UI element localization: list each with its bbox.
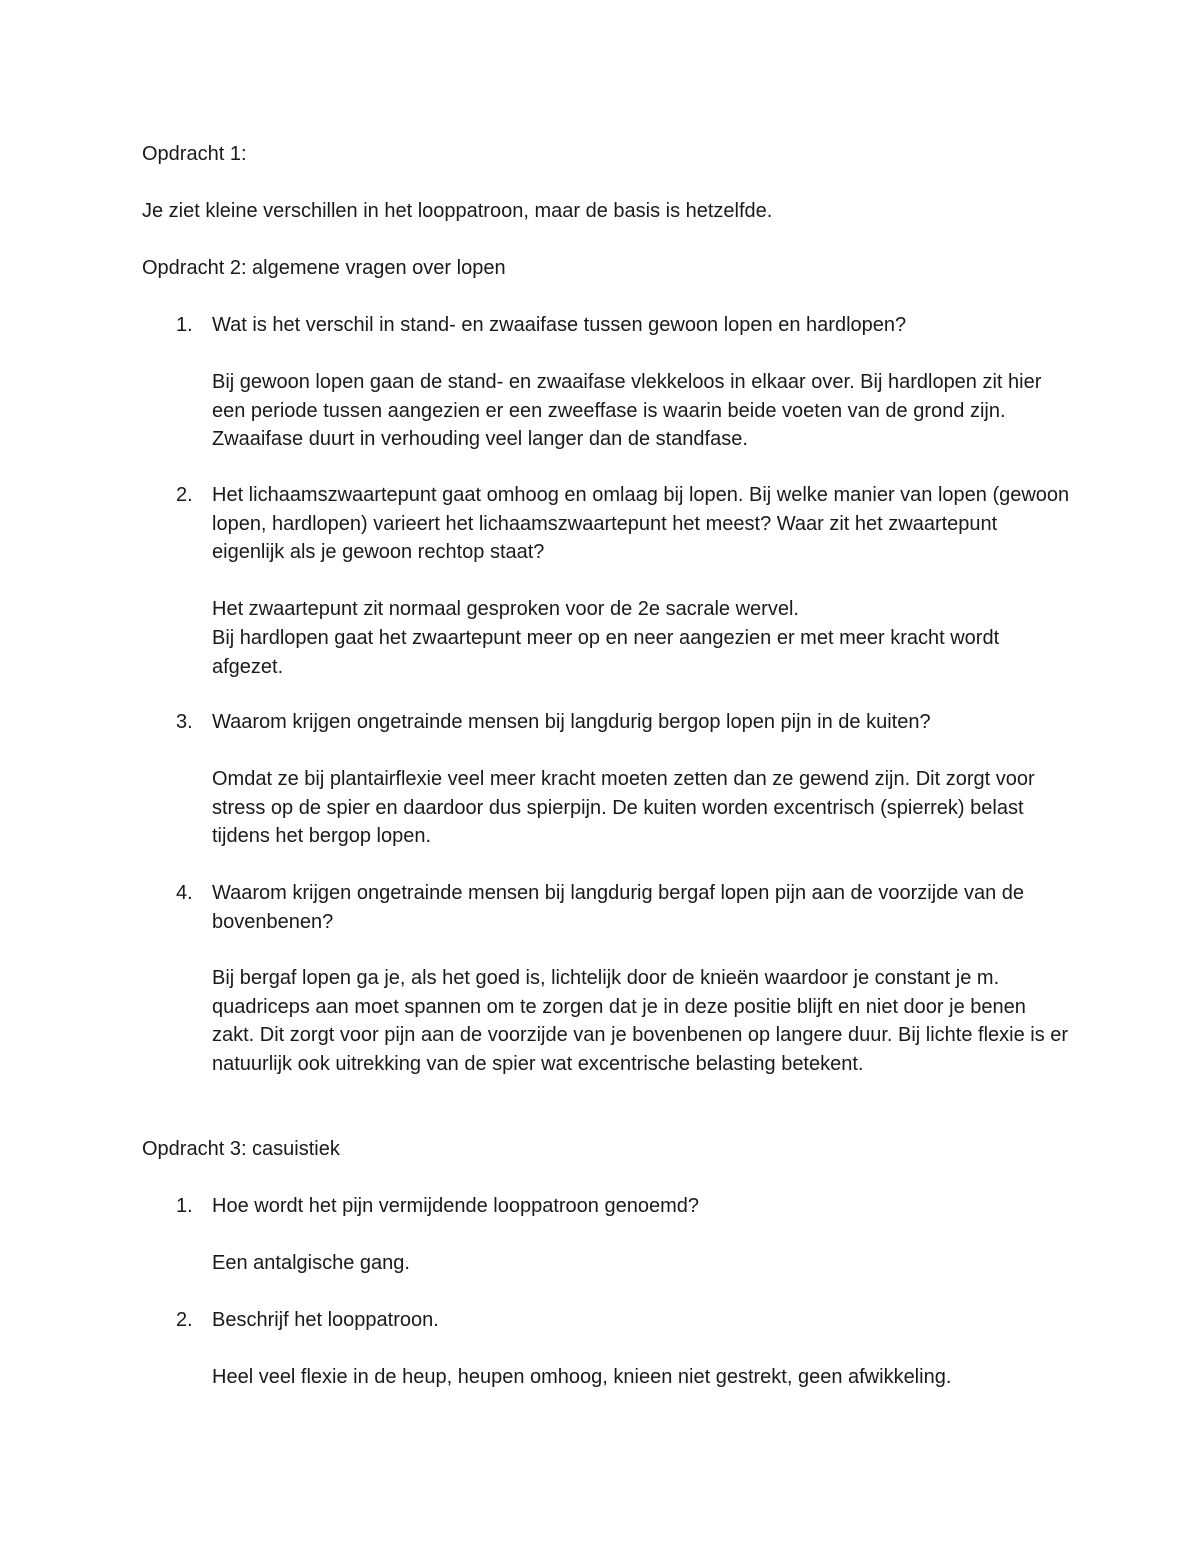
opdracht-3-heading: Opdracht 3: casuistiek <box>142 1138 340 1160</box>
list-number: 3. <box>176 711 193 733</box>
list-number: 1. <box>176 1195 193 1217</box>
opdracht-2-answer-1: Bij gewoon lopen gaan de stand- en zwaaifase vlekkeloos in elkaar over. Bij hardlopen zit hier een periode tussen aangezien er een zweeffase is waarin beide voeten van de grond zijn. Zwaaifase duurt in verhouding veel langer dan de standfase. <box>212 371 1042 450</box>
list-number: 2. <box>176 1309 193 1331</box>
question-text: Hoe wordt het pijn vermijdende looppatroon genoemd? <box>212 1195 699 1217</box>
opdracht-2-answer-2b: Bij hardlopen gaat het zwaartepunt meer op en neer aangezien er met meer kracht wordt afgezet. <box>212 627 1000 678</box>
opdracht-1-text: Je ziet kleine verschillen in het looppatroon, maar de basis is hetzelfde. <box>142 200 773 222</box>
question-text: Waarom krijgen ongetrainde mensen bij langdurig bergaf lopen pijn aan de voorzijde van de bovenbenen? <box>212 882 1024 933</box>
list-number: 2. <box>176 484 193 506</box>
opdracht-3-answer-2: Heel veel flexie in de heup, heupen omhoog, knieen niet gestrekt, geen afwikkeling. <box>212 1366 952 1388</box>
question-text: Beschrijf het looppatroon. <box>212 1309 439 1331</box>
opdracht-3-answer-1: Een antalgische gang. <box>212 1252 410 1274</box>
opdracht-2-answer-3: Omdat ze bij plantairflexie veel meer kracht moeten zetten dan ze gewend zijn. Dit zorgt voor stress op de spier en daardoor dus spierpijn. De kuiten worden excentrisch (spierrek) belast tijdens het bergop lopen. <box>212 768 1035 847</box>
question-text: Waarom krijgen ongetrainde mensen bij langdurig bergop lopen pijn in de kuiten? <box>212 711 931 733</box>
opdracht-2-answer-4: Bij bergaf lopen ga je, als het goed is, lichtelijk door de knieën waardoor je constant je m. quadriceps aan moet spannen om te zorgen dat je in deze positie blijft en niet door je benen zakt. Dit zorgt voor pijn aan de voorzijde van je bovenbenen op langere duur. Bij lichte flexie is er natuurlijk ook uitrekking van de spier wat excentrische belasting betekent. <box>212 967 1069 1075</box>
list-number: 1. <box>176 314 193 336</box>
opdracht-2-heading: Opdracht 2: algemene vragen over lopen <box>142 257 506 279</box>
opdracht-2-answer-2a: Het zwaartepunt zit normaal gesproken voor de 2e sacrale wervel. <box>212 598 799 620</box>
list-number: 4. <box>176 882 193 904</box>
question-text: Wat is het verschil in stand- en zwaaifase tussen gewoon lopen en hardlopen? <box>212 314 907 336</box>
opdracht-1-heading: Opdracht 1: <box>142 143 247 165</box>
question-text: Het lichaamszwaartepunt gaat omhoog en omlaag bij lopen. Bij welke manier van lopen (gewoon lopen, hardlopen) varieert het lichaamszwaartepunt het meest? Waar zit het zwaartepunt eigenlijk als je gewoon rechtop staat? <box>212 484 1070 563</box>
